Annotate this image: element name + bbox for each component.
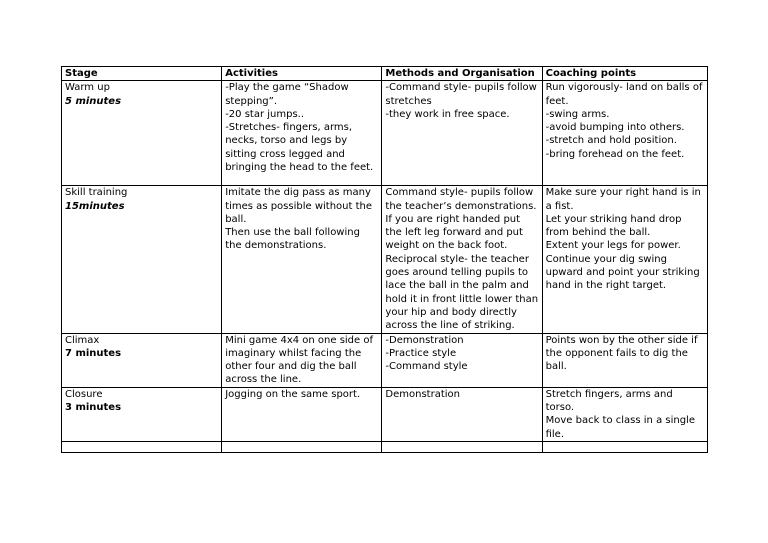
- activity-line: Mini game 4x4 on one side of imaginary whilst facing the other four and dig the ball across the line.: [225, 334, 374, 386]
- empty-cell: [62, 441, 222, 452]
- method-line: -Command style- pupils follow stretches: [385, 82, 537, 107]
- coaching-cell: [542, 186, 707, 333]
- stage-cell: [62, 387, 222, 441]
- stage-duration: 5 minutes: [65, 95, 122, 107]
- activity-line: -20 star jumps..: [225, 108, 305, 120]
- stage-cell: [62, 186, 222, 333]
- table-row: [62, 387, 708, 441]
- method-line: Command style- pupils follow the teacher’s demonstrations. If you are right handed put the left leg forward and put weight on the back foot.: [385, 187, 537, 252]
- stage-name: Climax: [65, 334, 100, 346]
- header-coaching-points: Coaching points: [542, 67, 707, 81]
- methods-cell: [382, 333, 542, 387]
- activities-cell: [222, 333, 382, 387]
- method-line: Demonstration: [385, 388, 460, 400]
- coaching-line: Let your striking hand drop from behind the ball.: [545, 213, 682, 239]
- method-line: -they work in free space.: [385, 108, 510, 120]
- table-row: [62, 186, 708, 333]
- method-line: -Practice style: [385, 347, 457, 359]
- empty-cell: [542, 441, 707, 452]
- method-line: -Command style: [385, 361, 468, 373]
- activity-line: Jogging on the same sport.: [225, 388, 361, 400]
- coaching-line: -bring forehead on the feet.: [545, 148, 685, 160]
- methods-cell: [382, 186, 542, 333]
- header-methods: Methods and Organisation: [382, 67, 542, 81]
- header-row: [62, 67, 708, 81]
- coaching-line: -swing arms.: [545, 108, 610, 120]
- coaching-line: Run vigorously- land on balls of feet.: [545, 82, 703, 107]
- coaching-cell: [542, 333, 707, 387]
- coaching-line: Points won by the other side if the opponent fails to dig the ball.: [545, 334, 698, 373]
- activities-cell: [222, 81, 382, 186]
- coaching-line: Make sure your right hand is in a fist.: [545, 187, 701, 212]
- stage-name: Skill training: [65, 187, 128, 199]
- activity-line: -Stretches- fingers, arms, necks, torso and legs by sitting cross legged and bringing the head to the feet.: [225, 122, 374, 174]
- coaching-line: Stretch fingers, arms and torso.: [545, 388, 673, 414]
- header-stage: Stage: [62, 67, 222, 81]
- empty-row: [62, 441, 708, 452]
- table-row: [62, 333, 708, 387]
- table-row: [62, 81, 708, 186]
- method-line: Reciprocal style- the teacher goes around telling pupils to lace the ball in the palm and hold it in front little lower than your hip and body directly across the line of striking.: [385, 253, 539, 332]
- activities-cell: [222, 186, 382, 333]
- lesson-plan-table: [61, 66, 708, 453]
- empty-cell: [222, 441, 382, 452]
- activities-cell: [222, 387, 382, 441]
- activity-line: -Play the game “Shadow stepping”.: [225, 82, 349, 107]
- header-activities: Activities: [222, 67, 382, 81]
- coaching-cell: [542, 387, 707, 441]
- activity-line: Then use the ball following the demonstrations.: [225, 227, 360, 252]
- coaching-line: -avoid bumping into others.: [545, 122, 685, 134]
- coaching-cell: [542, 81, 707, 186]
- coaching-line: Continue your dig swing upward and point your striking hand in the right target.: [545, 253, 700, 292]
- coaching-line: -stretch and hold position.: [545, 135, 677, 147]
- coaching-line: Move back to class in a single file.: [545, 415, 695, 440]
- method-line: -Demonstration: [385, 334, 464, 346]
- stage-cell: [62, 333, 222, 387]
- coaching-line: Extent your legs for power.: [545, 240, 681, 252]
- stage-name: Closure: [65, 388, 103, 400]
- stage-name: Warm up: [65, 82, 110, 94]
- stage-cell: [62, 81, 222, 186]
- empty-cell: [382, 441, 542, 452]
- activity-line: Imitate the dig pass as many times as possible without the ball.: [225, 187, 373, 225]
- stage-duration: 15minutes: [65, 200, 125, 212]
- stage-duration: 3 minutes: [65, 402, 122, 414]
- methods-cell: [382, 81, 542, 186]
- methods-cell: [382, 387, 542, 441]
- stage-duration: 7 minutes: [65, 347, 122, 359]
